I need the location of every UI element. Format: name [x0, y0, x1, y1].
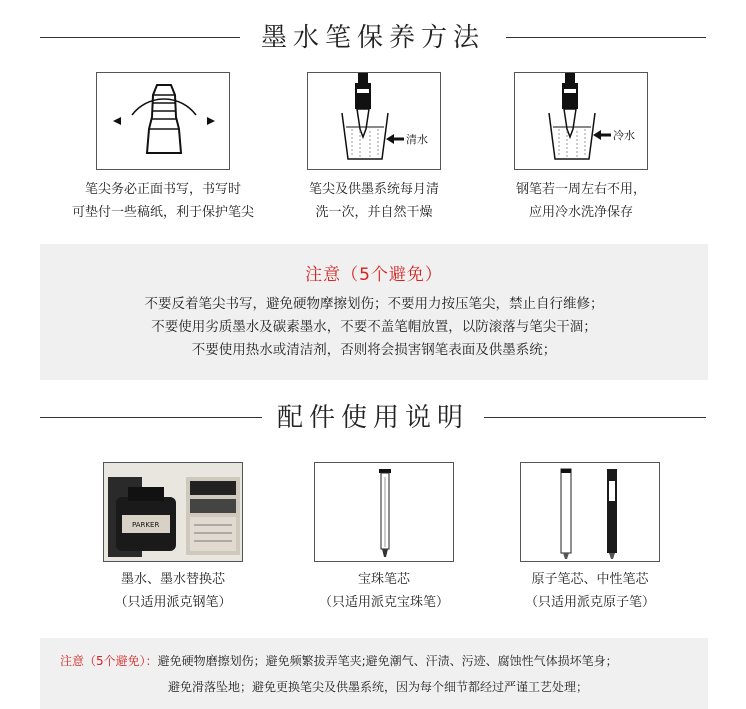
rollerball-refill-icon	[315, 463, 454, 562]
bottom-notice-line1: 避免硬物磨擦划伤；避免频繁拔弄笔夹;避免潮气、汗渍、污迹、腐蚀性气体损坏笔身；	[157, 654, 618, 668]
notice-line: 不要使用劣质墨水及碳素墨水，不要不盖笔帽放置，以防滚落与笔尖干涸；	[151, 319, 597, 335]
cup-clean-water-icon	[308, 73, 441, 170]
notice-title: 注意（5个避免）	[305, 265, 443, 285]
accessories-section-title: 配件使用说明	[276, 403, 469, 433]
care-illustration-cold-water	[514, 72, 648, 170]
clean-water-label: 清水	[406, 133, 428, 146]
care-caption-store	[471, 178, 691, 224]
accessory-ink-note: （只适用派克钢笔）	[114, 595, 232, 610]
care-caption-clean-line1: 笔尖及供墨系统每月清	[308, 182, 439, 197]
accessory-rollerball-caption	[284, 568, 484, 614]
notice-line: 不要反着笔尖书写，避免硬物摩擦划伤；不要用力按压笔尖，禁止自行维修；	[144, 296, 604, 312]
nib-direction-icon	[97, 73, 230, 170]
care-caption-nib-line2: 可垫付一些稿纸，利于保护笔尖	[71, 205, 254, 220]
care-caption-store-line1: 钢笔若一周左右不用，	[515, 182, 646, 197]
bottom-notice-box	[40, 638, 708, 709]
care-caption-clean	[264, 178, 484, 224]
ink-bottle-icon	[104, 463, 243, 562]
accessory-rollerball-name: 宝珠笔芯	[357, 572, 410, 587]
care-caption-store-line2: 应用冷水洗净保存	[528, 205, 633, 220]
ballpoint-refill-icon	[521, 463, 660, 562]
bottom-notice-label: 注意（5个避免）：	[60, 654, 158, 668]
accessory-ink-image	[103, 462, 243, 562]
header-divider-right	[484, 417, 706, 418]
care-caption-nib	[53, 178, 273, 224]
bottom-notice-line2: 避免滑落坠地；避免更换笔尖及供墨系统，因为每个细节都经过严谨工艺处理；	[168, 680, 589, 694]
care-illustration-nib-direction	[96, 72, 230, 170]
accessory-rollerball-note: （只适用派克宝珠笔）	[318, 595, 449, 610]
accessory-ink-name: 墨水、墨水替换芯	[120, 572, 225, 587]
care-section-header	[0, 18, 746, 58]
notice-line: 不要使用热水或清洁剂，否则将会损害钢笔表面及供墨系统；	[191, 342, 557, 358]
header-divider-right	[506, 37, 706, 38]
accessories-section-header	[0, 398, 746, 438]
accessory-rollerball-image	[314, 462, 454, 562]
accessory-ink-caption	[73, 568, 273, 614]
accessory-ballpoint-name: 原子笔芯、中性笔芯	[531, 572, 649, 587]
accessory-ballpoint-caption	[490, 568, 690, 614]
care-caption-nib-line1: 笔尖务必正面书写，书写时	[84, 182, 241, 197]
bottom-notice-row1	[60, 648, 618, 674]
notice-box	[40, 244, 708, 380]
care-section-title: 墨水笔保养方法	[260, 23, 485, 53]
ink-brand-text: PARKER	[132, 521, 160, 529]
accessory-ballpoint-image	[520, 462, 660, 562]
accessory-ballpoint-note: （只适用派克原子笔）	[524, 595, 655, 610]
cup-cold-water-icon	[515, 73, 648, 170]
care-illustration-clean-water	[307, 72, 441, 170]
care-caption-clean-line2: 洗一次，并自然干燥	[315, 205, 433, 220]
cold-water-label: 冷水	[613, 129, 635, 142]
